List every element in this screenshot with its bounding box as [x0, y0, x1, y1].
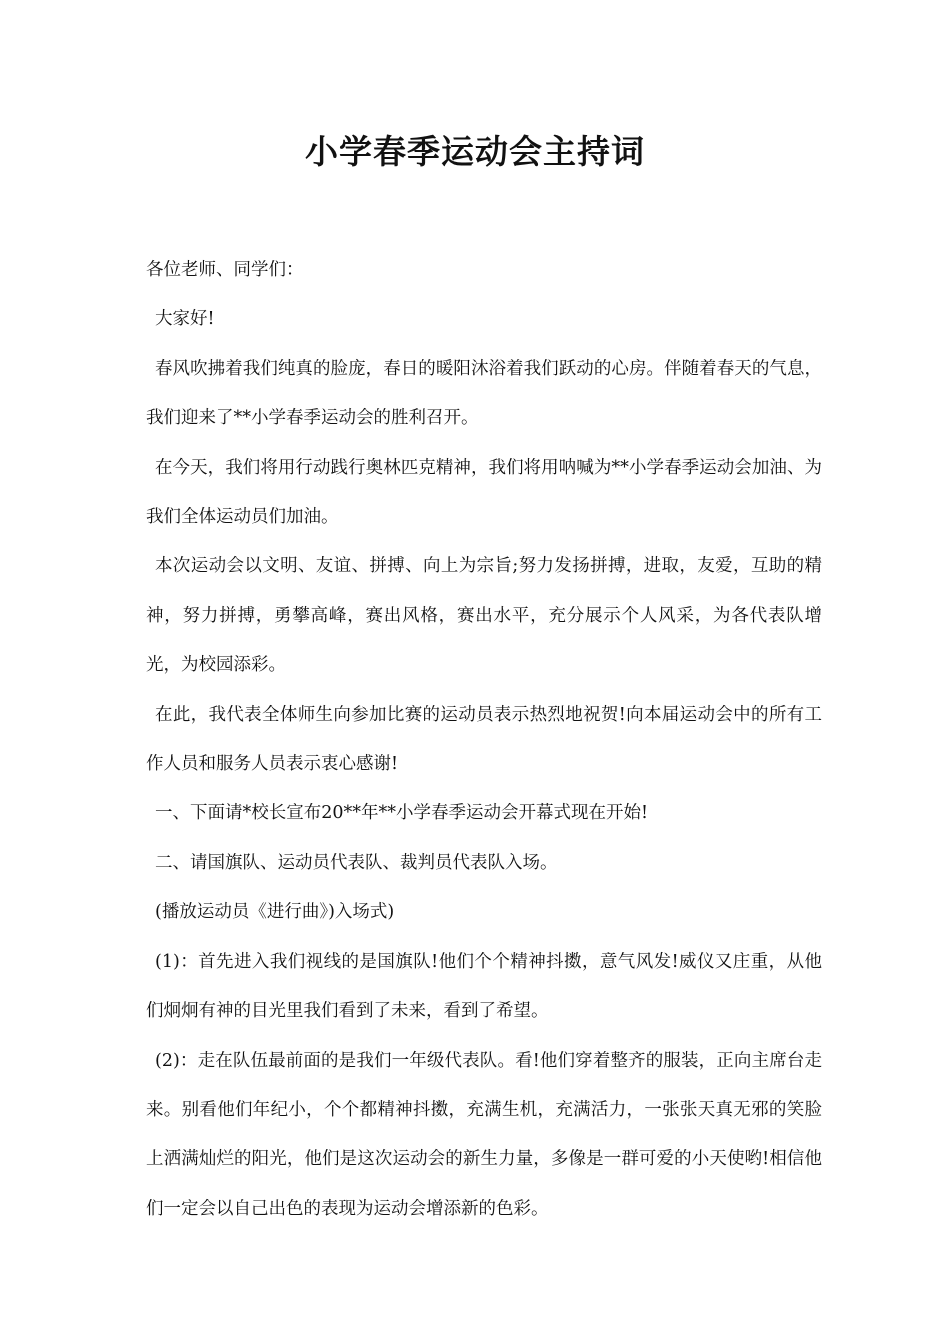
program-item-1: 一、下面请*校长宣布20**年**小学春季运动会开幕式现在开始!	[155, 803, 649, 824]
paragraph-opening: 春风吹拂着我们纯真的脸庞，春日的暖阳沐浴着我们跃动的心房。伴随着春天的气息，我们迎来了**小学春季运动会的胜利召开。	[146, 358, 822, 429]
greeting: 大家好!	[155, 309, 215, 330]
program-item-2: 二、请国旗队、运动员代表队、裁判员代表队入场。	[155, 852, 558, 873]
flag-team-paragraph: (1)：首先进入我们视线的是国旗队!他们个个精神抖擞，意气风发!威仪又庄重，从他们炯炯有神的目光里我们看到了未来，看到了希望。	[146, 951, 822, 1022]
grade-one-paragraph: (2)：走在队伍最前面的是我们一年级代表队。看!他们穿着整齐的服装，正向主席台走来。别看他们年纪小，个个都精神抖擞，充满生机，充满活力，一张张天真无邪的笑脸上洒满灿烂的阳光，他们是这次运动会的新生力量，多像是一群可爱的小天使哟!相信他们一定会以自己出色的表现为运动会增添新的色彩。	[146, 1050, 822, 1219]
paragraph-thanks: 在此，我代表全体师生向参加比赛的运动员表示热烈地祝贺!向本届运动会中的所有工作人员和服务人员表示衷心感谢!	[146, 704, 822, 775]
document-title: 小学春季运动会主持词	[305, 132, 645, 171]
paragraph-purpose: 本次运动会以文明、友谊、拼搏、向上为宗旨;努力发扬拼搏，进取，友爱，互助的精神，努力拼搏，勇攀高峰，赛出风格，赛出水平，充分展示个人风采，为各代表队增光，为校园添彩。	[146, 556, 822, 676]
program-note: (播放运动员《进行曲》)入场式)	[155, 902, 395, 923]
document-body	[146, 246, 822, 1234]
salutation: 各位老师、同学们：	[146, 260, 304, 280]
paragraph-today: 在今天，我们将用行动践行奥林匹克精神，我们将用呐喊为**小学春季运动会加油、为我们全体运动员们加油。	[146, 457, 822, 528]
